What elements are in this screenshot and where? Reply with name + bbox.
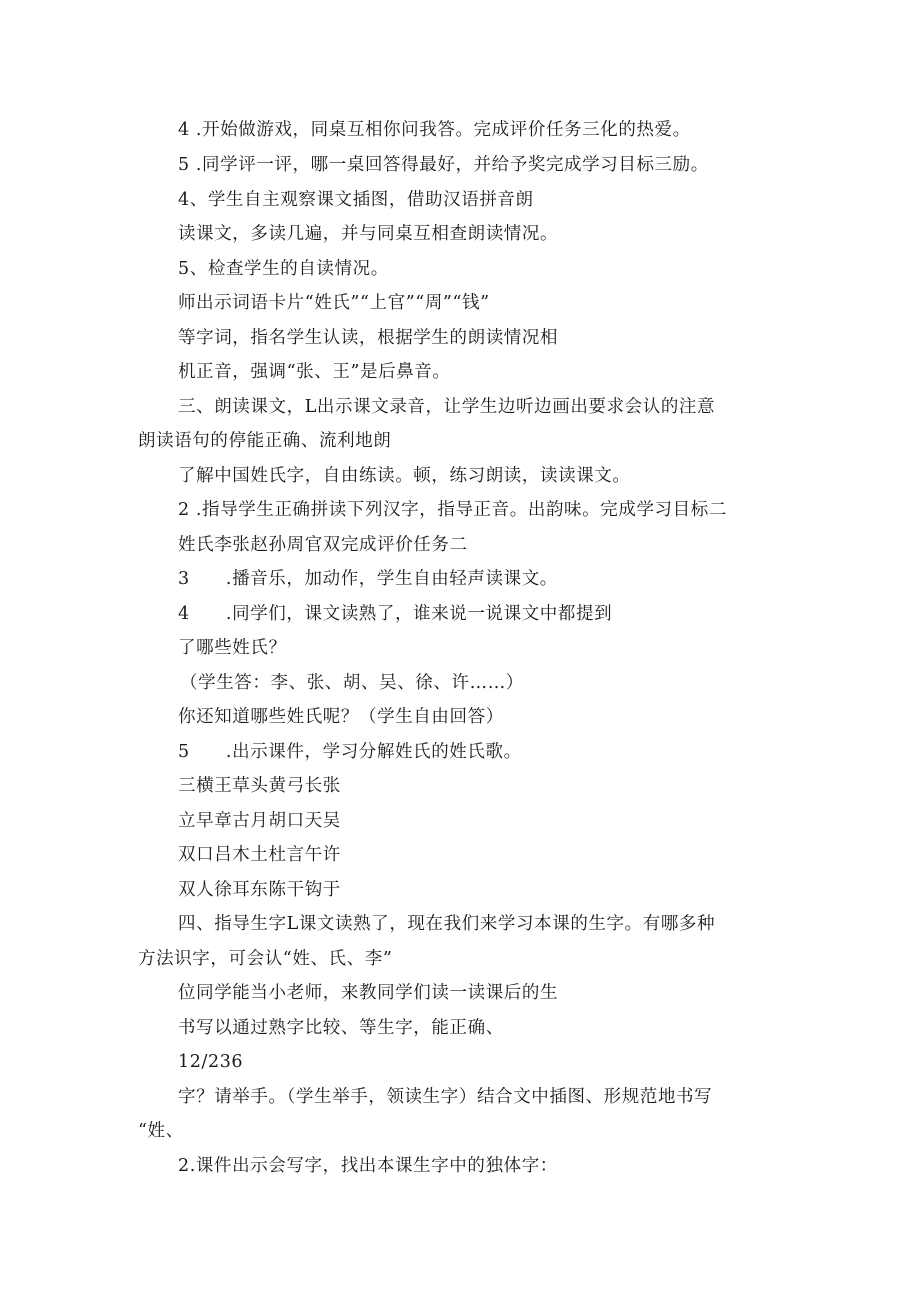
text-line: 姓氏李张赵孙周官双完成评价任务二: [178, 535, 468, 555]
text-line: 书写以通过熟字比较、等生字，能正确、: [178, 1018, 504, 1038]
text-line: 5、检查学生的自读情况。: [178, 259, 389, 279]
text-line: 双人徐耳东陈干钩于: [178, 880, 341, 900]
text-line: 5 .出示课件，学习分解姓氏的姓氏歌。: [178, 742, 522, 762]
text-line: 方法识字，可会认“姓、氏、李”: [138, 949, 393, 969]
text-line: 位同学能当小老师，来教同学们读一读课后的生: [178, 983, 559, 1003]
page-number: 12/236: [178, 1052, 244, 1072]
text-line: 等字词，指名学生认读，根据学生的朗读情况相: [178, 328, 559, 348]
text-line: 读课文，多读几遍，并与同桌互相查朗读情况。: [178, 224, 559, 244]
text-line: 立早章古月胡口天吴: [178, 811, 341, 831]
text-line: 了解中国姓氏字，自由练读。顿，练习朗读，读读课文。: [178, 466, 631, 486]
text-line: （学生答：李、张、胡、吴、徐、许……）: [180, 673, 524, 693]
text-line: 三、朗读课文，L出示课文录音，让学生边听边画出要求会认的注意: [178, 397, 716, 417]
text-line: 3 .播音乐，加动作，学生自由轻声读课文。: [178, 569, 558, 589]
text-line: 4 .同学们，课文读熟了，谁来说一说课文中都提到: [178, 604, 613, 624]
text-line: 机正音，强调“张、王”是后鼻音。: [178, 362, 451, 382]
text-line: 四、指导生字L课文读熟了，现在我们来学习本课的生字。有哪多种: [178, 914, 716, 934]
text-line: 字？请举手。（学生举手，领读生字）结合文中插图、形规范地书写: [178, 1087, 713, 1107]
text-line: 4、学生自主观察课文插图，借助汉语拼音朗: [178, 190, 534, 210]
text-line: 4 .开始做游戏，同桌互相你问我答。完成评价任务三化的热爱。: [178, 120, 691, 140]
text-line: 5 .同学评一评，哪一桌回答得最好，并给予奖完成学习目标三励。: [178, 155, 709, 175]
text-line: 三横王草头黄弓长张: [178, 776, 341, 796]
text-line: 师出示词语卡片“姓氏”“上官”“周”“钱”: [178, 293, 490, 313]
text-line: “姓、: [138, 1121, 184, 1141]
text-line: 2.课件出示会写字，找出本课生字中的独体字：: [178, 1156, 558, 1176]
text-line: 双口吕木土杜言午许: [178, 845, 341, 865]
text-line: 朗读语句的停能正确、流利地朗: [138, 431, 392, 451]
text-line: 你还知道哪些姓氏呢？（学生自由回答）: [178, 707, 504, 727]
text-line: 了哪些姓氏？: [178, 638, 287, 658]
text-line: 2 .指导学生正确拼读下列汉字，指导正音。出韵味。完成学习目标二: [178, 500, 727, 520]
